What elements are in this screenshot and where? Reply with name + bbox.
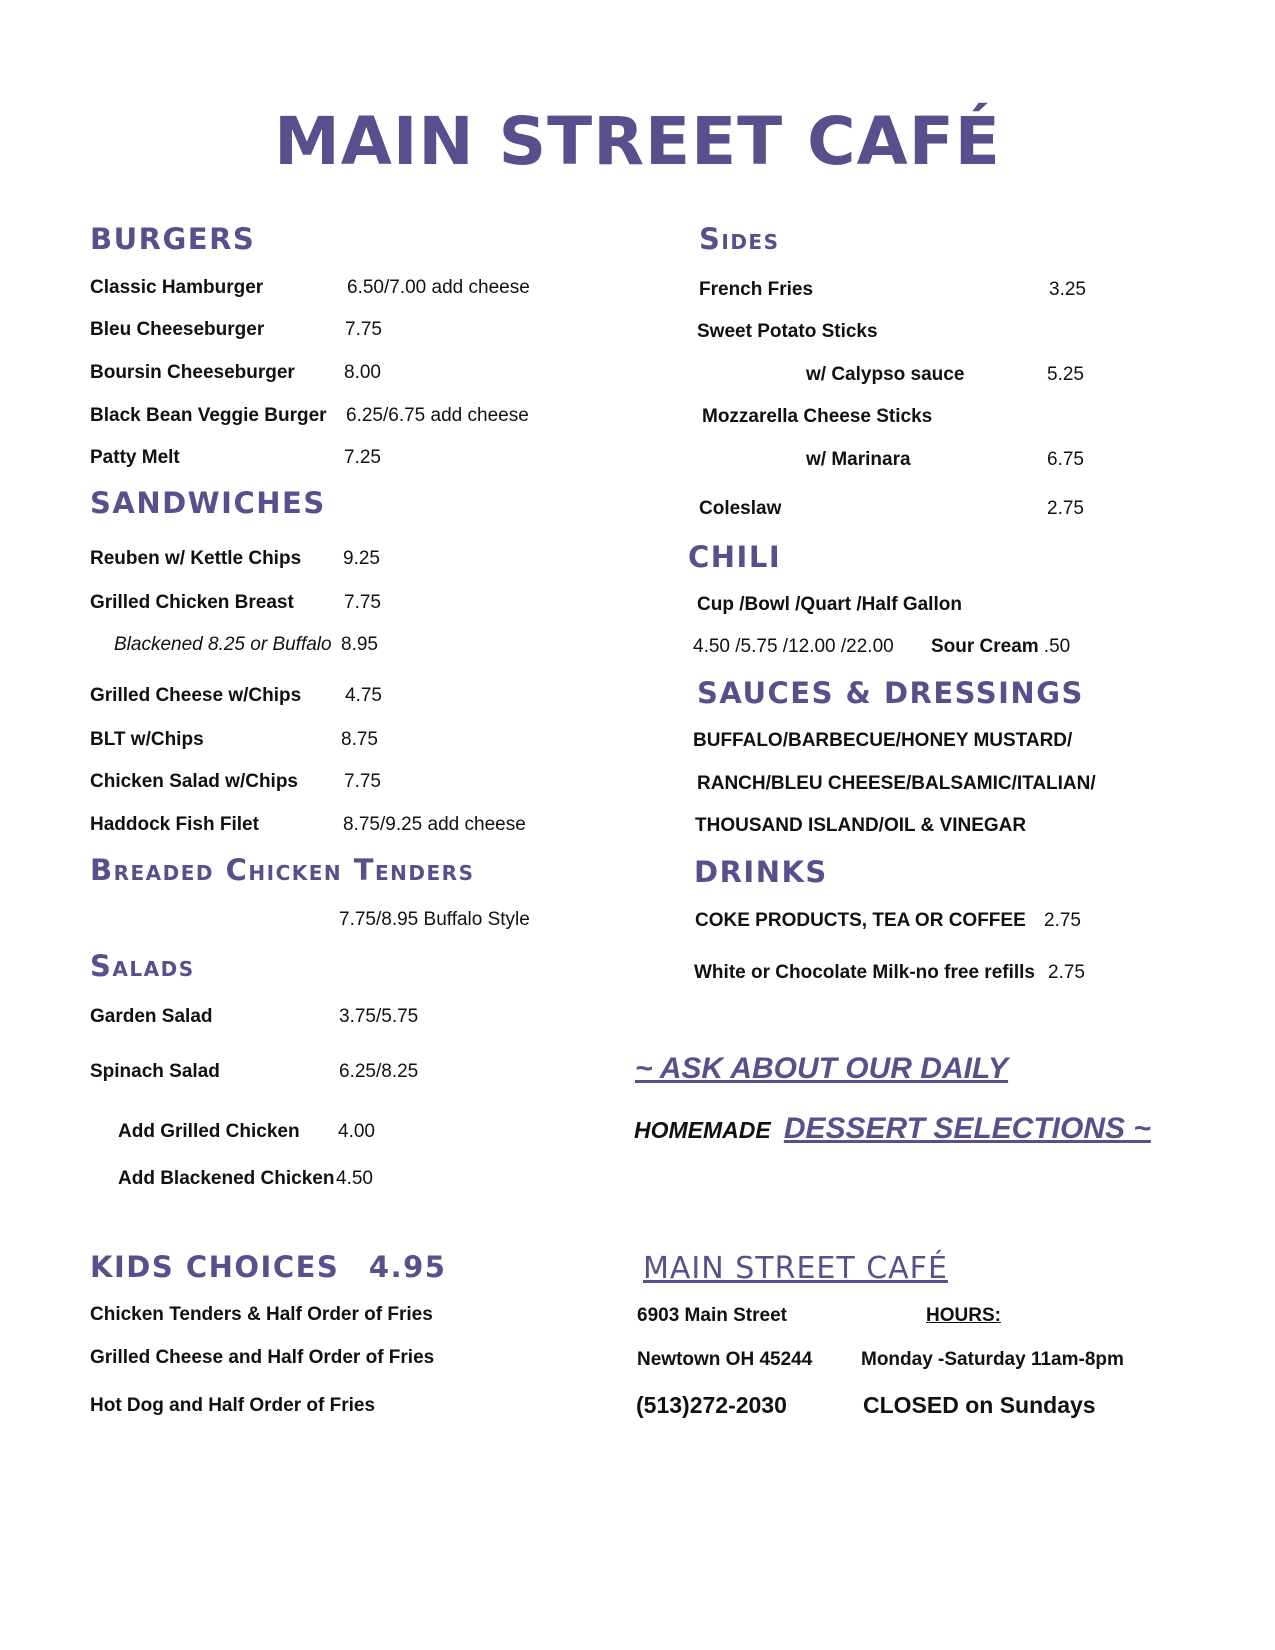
menu-item-name: Sweet Potato Sticks: [697, 321, 878, 342]
menu-item-price: 8.75/9.25 add cheese: [343, 814, 526, 835]
menu-item-name: Haddock Fish Filet: [90, 814, 259, 835]
menu-item-price: 2.75: [1047, 498, 1084, 519]
menu-item-name: Reuben w/ Kettle Chips: [90, 548, 302, 569]
menu-item-name: French Fries: [699, 279, 814, 300]
sour-cream-label: Sour Cream: [931, 636, 1039, 657]
sour-cream-price: .50: [1043, 636, 1071, 657]
hours-label: HOURS:: [926, 1305, 1001, 1326]
chili-prices: 4.50 /5.75 /12.00 /22.00: [693, 636, 894, 657]
menu-item-name: Bleu Cheeseburger: [90, 319, 265, 340]
tenders-heading: Breaded Chicken Tenders: [90, 853, 475, 887]
hours: Monday -Saturday 11am-8pm: [861, 1349, 1124, 1370]
sour-cream: [931, 636, 1070, 658]
menu-item-price: 8.75: [341, 729, 378, 750]
menu-item-name: Classic Hamburger: [90, 277, 264, 298]
menu-item-price: 6.25/8.25: [339, 1061, 419, 1082]
menu-item-price: 2.75: [1048, 962, 1085, 983]
kids-price: 4.95: [368, 1250, 447, 1284]
menu-item-name: Spinach Salad: [90, 1061, 220, 1082]
menu-item-price: 9.25: [343, 548, 380, 569]
address: 6903 Main Street: [637, 1305, 787, 1326]
closed-notice: CLOSED on Sundays: [863, 1392, 1096, 1418]
menu-item-name: Garden Salad: [90, 1006, 213, 1027]
menu-item-name: Chicken Salad w/Chips: [90, 771, 298, 792]
menu-item-price: 6.25/6.75 add cheese: [346, 405, 529, 426]
promo-line-1: ~ ASK ABOUT OUR DAILY: [635, 1052, 1009, 1085]
menu-item-name: Grilled Chicken Breast: [90, 592, 294, 613]
menu-item-price: 4.50: [336, 1168, 373, 1189]
menu-item-name: Coleslaw: [699, 498, 782, 519]
sandwiches-heading: SANDWICHES: [90, 486, 326, 520]
menu-item-price: 3.75/5.75: [339, 1006, 419, 1027]
menu-item-price: 4.00: [338, 1121, 375, 1142]
drinks-heading: DRINKS: [694, 855, 828, 889]
promo-homemade: HOMEMADE: [634, 1117, 771, 1143]
chili-sizes: Cup /Bowl /Quart /Half Gallon: [697, 594, 962, 615]
salads-heading: Salads: [90, 949, 195, 983]
menu-item-variant: Blackened 8.25 or Buffalo: [114, 634, 332, 655]
menu-item-name: COKE PRODUCTS, TEA OR COFFEE: [695, 910, 1026, 931]
sauces-heading: SAUCES & DRESSINGS: [697, 676, 1084, 710]
phone: (513)272-2030: [636, 1392, 787, 1418]
menu-item-name: Boursin Cheeseburger: [90, 362, 295, 383]
list-item: Hot Dog and Half Order of Fries: [90, 1395, 376, 1416]
sauce-line: BUFFALO/BARBECUE/HONEY MUSTARD/: [693, 730, 1073, 751]
menu-item-name: Mozzarella Cheese Sticks: [702, 406, 933, 427]
sauce-line: RANCH/BLEU CHEESE/BALSAMIC/ITALIAN/: [697, 773, 1096, 794]
menu-item-price: 6.50/7.00 add cheese: [347, 277, 530, 298]
menu-item-price: 7.75: [345, 319, 382, 340]
menu-item-variant: w/ Marinara: [806, 449, 911, 470]
kids-heading: [90, 1250, 446, 1284]
footer-title: MAIN STREET CAFÉ: [643, 1251, 948, 1286]
menu-item-name: Black Bean Veggie Burger: [90, 405, 327, 426]
menu-item-price: 5.25: [1047, 364, 1084, 385]
kids-heading-label: KIDS CHOICES: [90, 1250, 340, 1284]
menu-item-name: Add Grilled Chicken: [118, 1121, 300, 1142]
menu-item-price: 4.75: [345, 685, 382, 706]
promo-line-2: [634, 1112, 1151, 1146]
menu-item-variant: w/ Calypso sauce: [806, 364, 965, 385]
page-title: MAIN STREET CAFÉ: [274, 103, 1001, 180]
menu-item-price: 8.00: [344, 362, 381, 383]
menu-item-name: White or Chocolate Milk-no free refills: [694, 962, 1035, 983]
menu-item-name: Patty Melt: [90, 447, 180, 468]
city: Newtown OH 45244: [637, 1349, 813, 1370]
list-item: Chicken Tenders & Half Order of Fries: [90, 1304, 433, 1325]
promo-dessert: DESSERT SELECTIONS ~: [783, 1112, 1151, 1145]
menu-item-name: BLT w/Chips: [90, 729, 204, 750]
sauce-line: THOUSAND ISLAND/OIL & VINEGAR: [695, 815, 1027, 836]
menu-item-price: 7.25: [344, 447, 381, 468]
menu-item-price: 3.25: [1049, 279, 1086, 300]
sides-heading: Sides: [699, 222, 780, 256]
menu-item-price: 8.95: [341, 634, 378, 655]
menu-item-price: 7.75: [344, 771, 381, 792]
menu-item-name: Add Blackened Chicken: [118, 1168, 335, 1189]
menu-item-name: Grilled Cheese w/Chips: [90, 685, 302, 706]
menu-item-price: 6.75: [1047, 449, 1084, 470]
burgers-heading: BURGERS: [90, 222, 256, 256]
menu-item-price: 2.75: [1044, 910, 1081, 931]
menu-item-price: 7.75: [344, 592, 381, 613]
list-item: Grilled Cheese and Half Order of Fries: [90, 1347, 435, 1368]
chili-heading: CHILI: [688, 540, 782, 574]
menu-item-price: 7.75/8.95 Buffalo Style: [339, 909, 530, 930]
